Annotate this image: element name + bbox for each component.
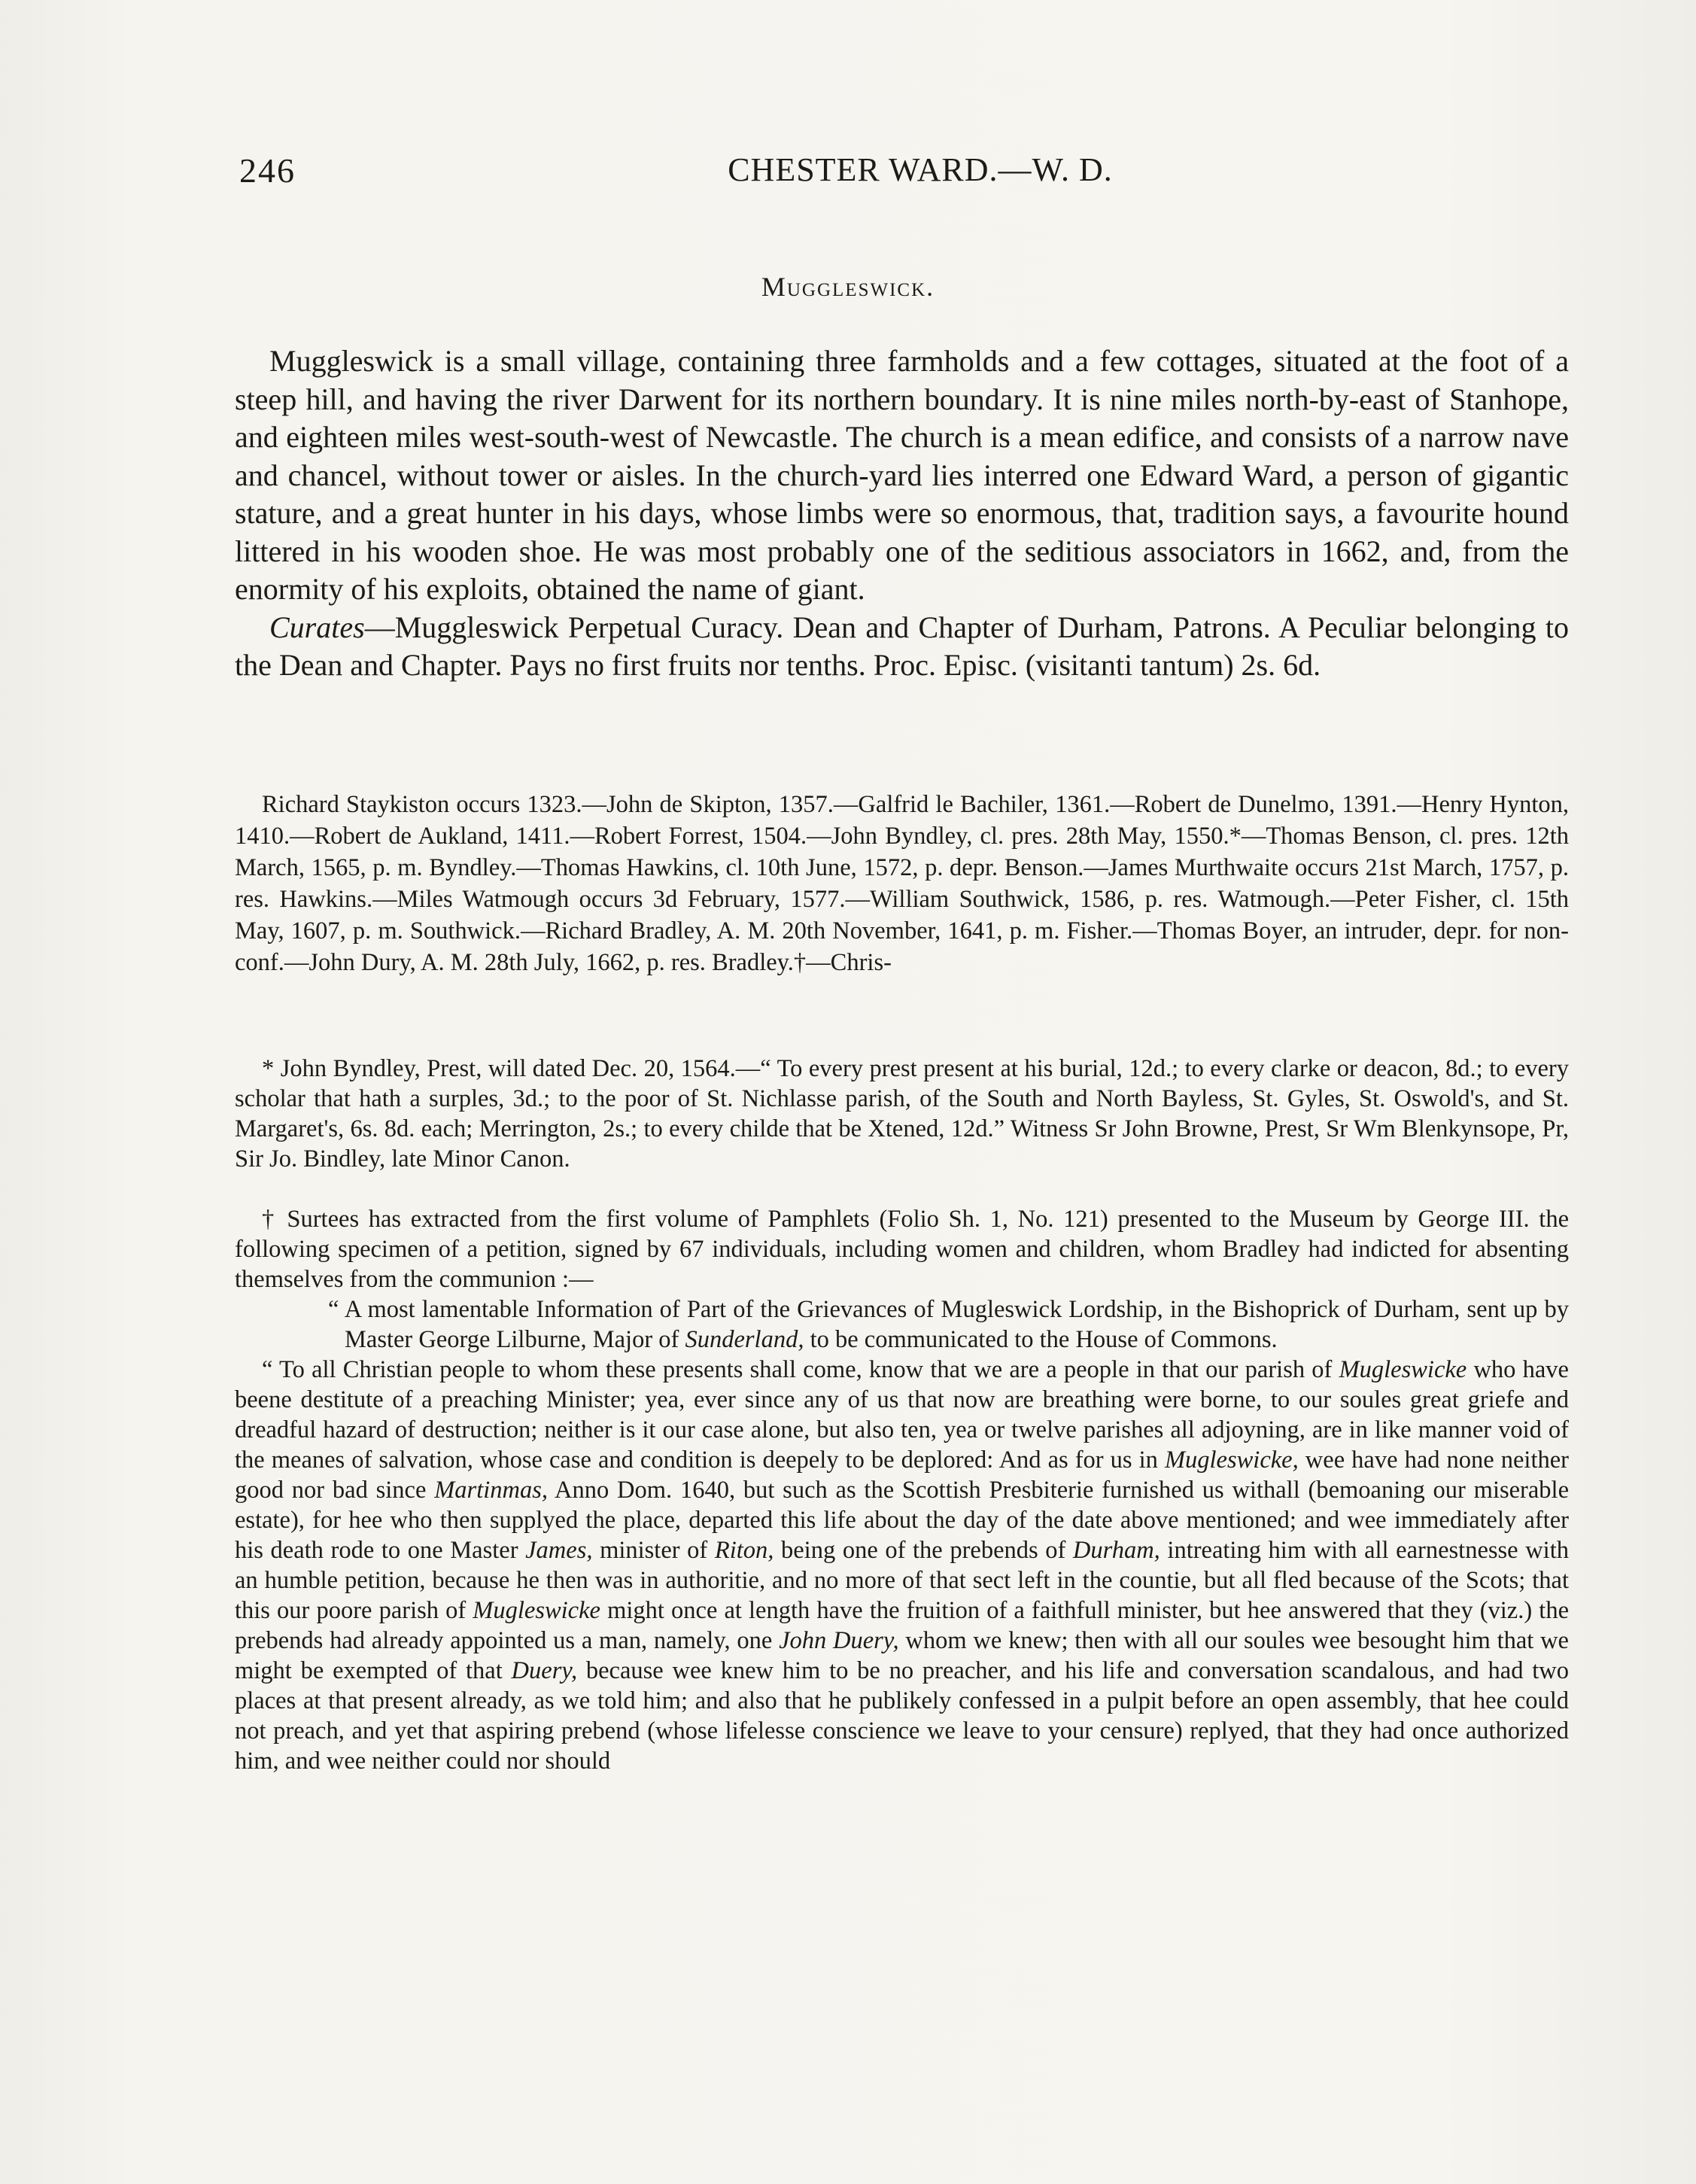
page-header [239,151,1601,203]
running-head: CHESTER WARD.—W. D. [728,151,1113,188]
petition-title-a: “ A most lamentable Information of Part of the Grievances of Mugleswick Lordship, in the Bishoprick of Durham, sent up by Master George Lilburne, Major of [328,1296,1569,1353]
petition-text-part: Anno Dom. 1640, but such as the Scottish Presbiterie furnished us withall (bemoaning our miserable estate), for hee who then supplyed the place, departed this life about the day of the date above mentioned; and wee immediately after his death rode to one Master [235,1477,1570,1564]
petition-title-b: to be communicated to the House of Commons. [804,1326,1278,1353]
place-name: Riton, [714,1537,774,1564]
page-number: 246 [239,151,296,190]
petition-text-part: because wee knew him to be no preacher, and his life and conversation scandalous, and had two places at that present already, as we told him; and also that he publikely confessed in a pulpit before an open assembly, that hee could not preach, and yet that aspiring prebend (whose lifelesse conscience we leave to your censure) replyed, that they had once authorized him, and wee neither could nor should [235,1657,1570,1775]
person-name: Duery, [511,1657,578,1684]
curates-label: Curates [269,610,365,644]
petition-text-part: who have beene destitute of a preaching Minister; yea, ever since any of us that now are breathing were borne, to our soules great griefe and dreadful hazard of destruction; neither is it our case alone, but also ten, yea or twelve parishes all adjoyning, are in like manner void of the meanes of salvation, whose case and condition is deepely to be deplored: And as for us in [235,1356,1569,1474]
paragraph-description: Muggleswick is a small village, containing three farmholds and a few cottages, situated at the foot of a steep hill, and having the river Darwent for its northern boundary. It is nine miles north-by-east of Stanhope, and eighteen miles west-south-west of Newcastle. The church is a mean edifice, and consists of a narrow nave and chancel, without tower or aisles. In the church-yard lies interred one Edward Ward, a person of gigantic stature, and a great hunter in his days, whose limbs were so enormous, that, tradition says, a favourite hound littered in his wooden shoe. He was most probably one of the seditious associators in 1662, and, from the enormity of his exploits, obtained the name of giant. [235,344,1569,606]
date-name: Martinmas, [434,1477,548,1504]
place-name: Durham, [1072,1537,1160,1564]
petition-title-place: Sunderland, [685,1326,804,1353]
place-name: Mugleswіcke [473,1597,600,1624]
main-text [235,342,1569,685]
footnotes [235,1054,1569,1776]
section-title: Muggleswick. [761,272,935,302]
person-name: John Duery, [779,1627,899,1654]
petition-text-part: might once at length have the fruition of a faithfull minister, but hee answered that they (viz.) the prebends had already appointed us a man, namely, one [235,1597,1569,1654]
footnote-byndley-will: * John Byndley, Prest, will dated Dec. 20, 1564.—“ To every prest present at his burial, 12d.; to every clarke or deacon, 8d.; to every scholar that hath a surples, 3d.; to the poor of St. Nichlasse parish, of the South and North Bayless, St. Gyles, St. Oswold's, and St. Margaret's, 6s. 8d. each; Merrington, 2s.; to every childe that be Xtened, 12d.” Witness Sr John Browne, Prest, Sr Wm Blenkynsope, Pr, Sir Jo. Bindley, late Minor Canon. [235,1055,1569,1173]
place-name: Mugleswіcke [1339,1356,1467,1383]
petition-text-part: intreating him with all earnestnesse with an humble petition, because he then was in authoritie, and no more of that sect left in the countie, but all fled because of the Scots; that this our poore parish of [235,1537,1569,1624]
petition-text-part: being one of the prebends of [774,1537,1073,1564]
petition-text-part: wee have had none neither good nor bad since [235,1446,1569,1504]
curates-text: —Muggleswick Perpetual Curacy. Dean and Chapter of Durham, Patrons. A Peculiar belonging to the Dean and Chapter. Pays no first fruits nor tenths. Proc. Episc. (visitanti tantum) 2s. 6d. [235,610,1569,682]
paragraph-curates [235,609,1569,685]
petition-text-part: “ To all Christian people to whom these presents shall come, know that we are a people in that our parish of [262,1356,1339,1383]
petition-title [235,1294,1569,1355]
petition-text-part: whom we knew; then with all our soules wee besought him that we might be exempted of that [235,1627,1569,1684]
incumbents-list: Richard Staykiston occurs 1323.—John de Skipton, 1357.—Galfrid le Bachiler, 1361.—Robert de Dunelmo, 1391.—Henry Hynton, 1410.—Robert de Aukland, 1411.—Robert Forrest, 1504.—John Byndley, cl. pres. 28th May, 1550.*—Thomas Benson, cl. pres. 12th March, 1565, p. m. Byndley.—Thomas Hawkins, cl. 10th June, 1572, p. depr. Benson.—James Murthwaite occurs 21st March, 1757, p. res. Hawkins.—Miles Watmough occurs 3d February, 1577.—William Southwick, 1586, p. res. Watmough.—Peter Fisher, cl. 15th May, 1607, p. m. Southwick.—Richard Bradley, A. M. 20th November, 1641, p. m. Fisher.—Thomas Boyer, an intruder, depr. for non-conf.—John Dury, A. M. 28th July, 1662, p. res. Bradley.†—Chris- [235,791,1569,976]
petition-text-part: minister of [592,1537,715,1564]
footnote-surtees: † Surtees has extracted from the first volume of Pamphlets (Folio Sh. 1, No. 121) presented to the Museum by George III. the following specimen of a petition, signed by 67 individuals, including women and children, whom Bradley had indicted for absenting themselves from the communion :— [235,1206,1569,1293]
person-name: James, [525,1537,593,1564]
petition-text [235,1355,1569,1776]
place-name: Mugleswіcke, [1164,1446,1299,1474]
